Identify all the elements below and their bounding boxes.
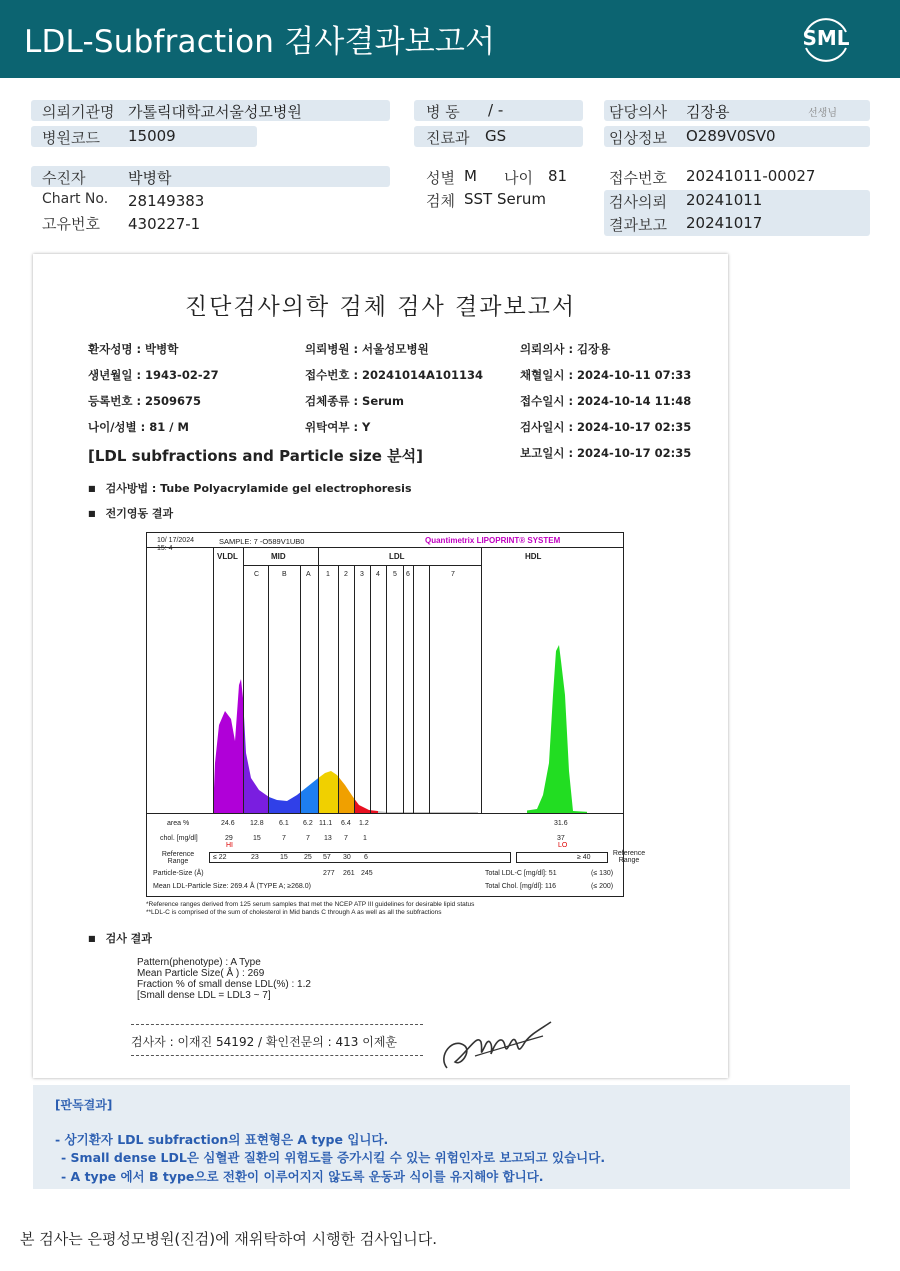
req-org-value: 가톨릭대학교서울성모병원 xyxy=(128,103,302,121)
specimen-value: SST Serum xyxy=(464,190,547,208)
band-mid: MID xyxy=(271,552,286,561)
ref-value: 30 xyxy=(343,854,351,861)
ward-label: 병 동 xyxy=(426,103,460,121)
gel-sample: SAMPLE: 7 -O589V1UB0 xyxy=(219,537,305,546)
electrophoresis-panel xyxy=(146,532,646,897)
accession-label: 접수번호 xyxy=(609,169,667,187)
clinical-value: O289V0SV0 xyxy=(686,127,776,145)
ref-label-right: Reference Range xyxy=(612,850,646,864)
band-label: C xyxy=(254,571,260,578)
gel-date: 10/ 17/2024 xyxy=(157,537,194,544)
age-label: 나이 xyxy=(504,169,533,187)
band-label: 4 xyxy=(376,571,380,578)
mean-particle: Mean LDL-Particle Size: 269.4 Å (TYPE A; ≥268.0) xyxy=(153,883,311,890)
total-ldl-ref: (≤ 130) xyxy=(591,870,614,877)
note-1: *Reference ranges derived from 125 serum samples that met the NCEP ATP III guidelines for desirable lipid status xyxy=(146,901,475,908)
ref-value: ≤ 22 xyxy=(213,854,227,861)
chol-value: 7 xyxy=(306,835,310,842)
band-hdl: HDL xyxy=(525,552,542,561)
req-org-label: 의뢰기관명 xyxy=(42,103,115,121)
report-date-label: 결과보고 xyxy=(609,216,667,234)
chol-value: 37 xyxy=(557,835,565,842)
flag-lo: LO xyxy=(558,842,568,849)
densitometry-plot xyxy=(147,533,623,896)
area-value: 6.4 xyxy=(341,820,351,827)
chol-value: 15 xyxy=(253,835,261,842)
report-field: 등록번호 : 2509675 xyxy=(88,394,202,408)
note-2: **LDL-C is comprised of the sum of cholesterol in Mid bands C through A as well as all the subfractions xyxy=(146,909,442,916)
ref-value: 15 xyxy=(280,854,288,861)
interpretation-line: - Small dense LDL은 심혈관 질환의 위험도를 증가시킬 수 있는 위험인자로 보고되고 있습니다. xyxy=(61,1150,606,1165)
embedded-lab-report xyxy=(33,254,728,1078)
report-field: 의뢰의사 : 김장용 xyxy=(520,342,611,356)
chart-value: 28149383 xyxy=(128,192,205,210)
hosp-code-label: 병원코드 xyxy=(42,129,100,147)
report-field: 보고일시 : 2024-10-17 02:35 xyxy=(520,446,692,460)
interpretation-line: - A type 에서 B type으로 전환이 이루어지지 않도록 운동과 식이를 유지해야 합니다. xyxy=(61,1169,544,1184)
section-title: [LDL subfractions and Particle size 분석] xyxy=(88,447,424,465)
report-title: 진단검사의학 검체 검사 결과보고서 xyxy=(184,294,577,320)
chart-label: Chart No. xyxy=(42,191,109,207)
dept-value: GS xyxy=(485,127,507,145)
report-field: 환자성명 : 박병학 xyxy=(88,342,179,356)
gel-brand: Quantimetrix LIPOPRINT® SYSTEM xyxy=(425,536,561,545)
band-label: 3 xyxy=(360,571,364,578)
report-field: 접수번호 : 20241014A101134 xyxy=(305,368,483,382)
area-value: 31.6 xyxy=(554,820,568,827)
interpretation-box xyxy=(33,1085,850,1189)
result-line: Mean Particle Size( Å ) : 269 xyxy=(137,968,265,979)
band-label: 2 xyxy=(344,571,348,578)
ward-value: / - xyxy=(488,101,504,119)
band-label: A xyxy=(306,571,311,578)
patient-label: 수진자 xyxy=(42,169,86,187)
chol-label: chol. [mg/dl] xyxy=(160,835,198,842)
ref-value: 6 xyxy=(364,854,368,861)
report-field: 의뢰병원 : 서울성모병원 xyxy=(305,342,429,356)
area-value: 1.2 xyxy=(359,820,369,827)
report-field: 검사일시 : 2024-10-17 02:35 xyxy=(520,420,692,434)
electro-heading: ■ 전기영동 결과 xyxy=(88,505,173,521)
flag-hi: HI xyxy=(226,842,233,849)
particle-label: Particle-Size (Å) xyxy=(153,870,204,877)
band-label: 6 xyxy=(406,571,410,578)
total-chol-ref: (≤ 200) xyxy=(591,883,614,890)
report-date-value: 20241017 xyxy=(686,214,763,232)
request-label: 검사의뢰 xyxy=(609,193,667,211)
chol-value: 1 xyxy=(363,835,367,842)
doctor-value: 김장용 xyxy=(686,103,730,121)
total-ldl: Total LDL-C [mg/dl]: 51 xyxy=(485,870,557,877)
result-block xyxy=(137,957,311,1001)
ref-value: 25 xyxy=(304,854,312,861)
band-label: B xyxy=(282,571,287,578)
doctor-suffix: 선생님 xyxy=(808,108,837,119)
ref-value: 23 xyxy=(251,854,259,861)
report-field: 나이/성별 : 81 / M xyxy=(88,420,189,434)
hosp-code-value: 15009 xyxy=(128,127,176,145)
band-vldl: VLDL xyxy=(217,552,238,561)
dept-label: 진료과 xyxy=(426,129,470,147)
method-line: ■ 검사방법 : Tube Polyacrylamide gel electrophoresis xyxy=(88,480,412,496)
report-header xyxy=(0,0,900,78)
particle-value: 277 xyxy=(323,870,335,877)
clinical-label: 임상정보 xyxy=(609,129,667,147)
interpretation-title: [판독결과] xyxy=(55,1098,113,1112)
accession-value: 20241011-00027 xyxy=(686,167,816,185)
request-value: 20241011 xyxy=(686,191,763,209)
band-label: 1 xyxy=(326,571,330,578)
sex-label: 성별 xyxy=(426,169,455,187)
area-value: 24.6 xyxy=(221,820,235,827)
result-line: Pattern(phenotype) : A Type xyxy=(137,957,261,968)
interpretation-line: - 상기환자 LDL subfraction의 표현형은 A type 입니다. xyxy=(55,1132,389,1147)
result-line: Fraction % of small dense LDL(%) : 1.2 xyxy=(137,979,311,990)
patient-value: 박병학 xyxy=(128,169,172,187)
signature-image xyxy=(435,1016,555,1078)
chol-value: 7 xyxy=(282,835,286,842)
band-label: 5 xyxy=(393,571,397,578)
gel-time: 15: 4 xyxy=(157,545,173,552)
ref-value: ≥ 40 xyxy=(577,854,591,861)
particle-value: 245 xyxy=(361,870,373,877)
age-value: 81 xyxy=(548,167,568,185)
chol-value: 13 xyxy=(324,835,332,842)
area-value: 11.1 xyxy=(319,820,333,827)
area-label: area % xyxy=(167,820,190,827)
ref-label: Reference Range xyxy=(161,851,195,865)
band-ldl: LDL xyxy=(389,552,405,561)
result-heading: ■ 검사 결과 xyxy=(88,930,152,946)
footer-note: 본 검사는 은평성모병원(진검)에 재위탁하여 시행한 검사입니다. xyxy=(20,1230,438,1248)
particle-value: 261 xyxy=(343,870,355,877)
ref-range-box-right xyxy=(516,852,608,863)
report-field: 검체종류 : Serum xyxy=(305,394,404,408)
sml-logo xyxy=(796,10,856,68)
doctor-label: 담당의사 xyxy=(609,103,667,121)
specimen-label: 검체 xyxy=(426,192,455,210)
uid-value: 430227-1 xyxy=(128,215,201,233)
total-chol: Total Chol. [mg/dl]: 116 xyxy=(485,883,557,890)
area-value: 12.8 xyxy=(250,820,264,827)
ref-value: 57 xyxy=(323,854,331,861)
area-value: 6.1 xyxy=(279,820,289,827)
area-value: 6.2 xyxy=(303,820,313,827)
result-line: [Small dense LDL = LDL3 ~ 7] xyxy=(137,990,271,1001)
sex-value: M xyxy=(464,167,477,185)
chol-value: 7 xyxy=(344,835,348,842)
band-label: 7 xyxy=(451,571,455,578)
logo-text: SML xyxy=(802,26,850,50)
report-field: 접수일시 : 2024-10-14 11:48 xyxy=(520,394,692,408)
chol-value: 29 xyxy=(225,835,233,842)
page-title: LDL-Subfraction 검사결과보고서 xyxy=(24,24,496,60)
uid-label: 고유번호 xyxy=(42,215,100,233)
report-field: 위탁여부 : Y xyxy=(305,420,371,434)
report-field: 생년월일 : 1943-02-27 xyxy=(88,368,219,382)
signer-line: 검사자 : 이재진 54192 / 확인전문의 : 413 이제훈 xyxy=(131,1035,398,1049)
report-field: 채혈일시 : 2024-10-11 07:33 xyxy=(520,368,692,382)
